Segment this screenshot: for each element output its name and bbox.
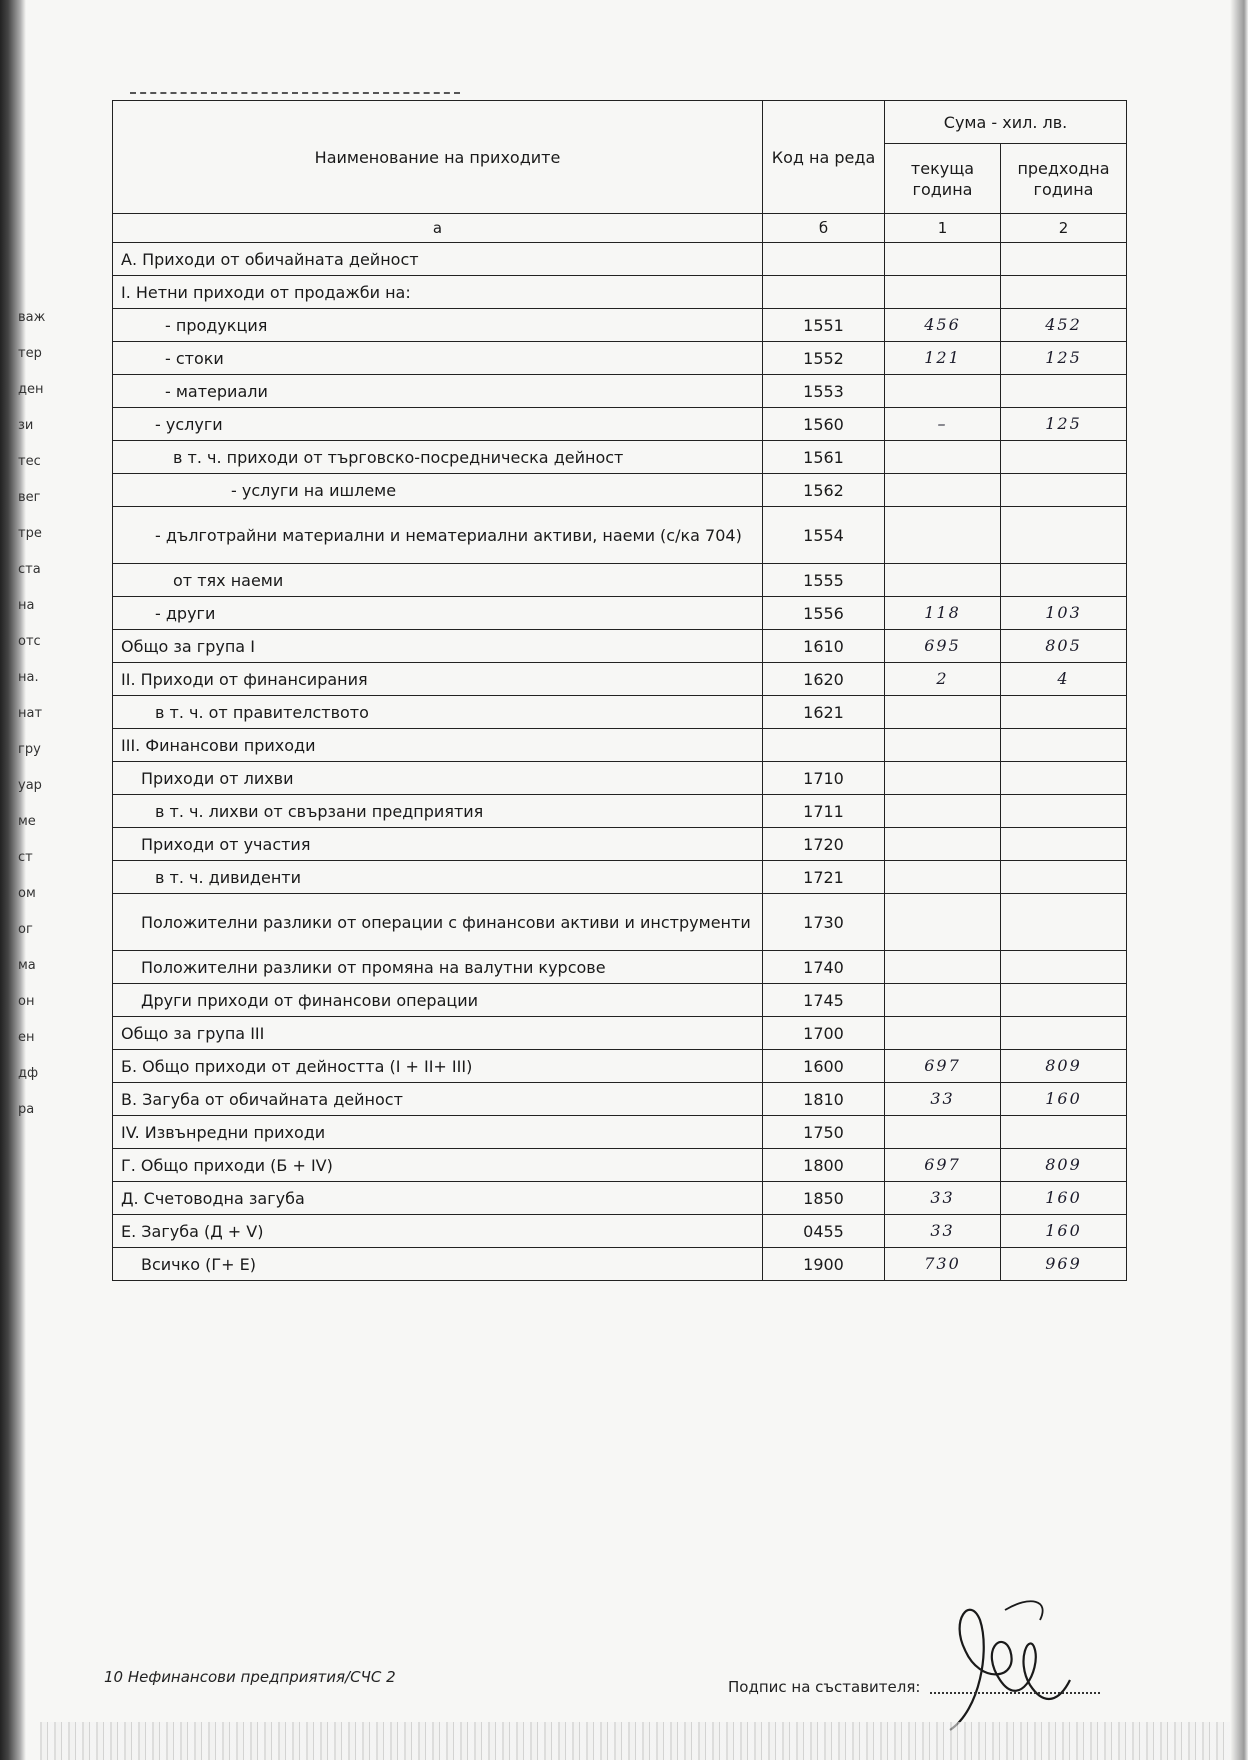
row-label: II. Приходи от финансирания bbox=[113, 663, 763, 696]
table-row bbox=[113, 828, 1127, 861]
header-current-year: текуща година bbox=[885, 144, 1001, 214]
row-prior bbox=[1001, 1116, 1127, 1149]
handwritten-signature bbox=[910, 1590, 1150, 1740]
row-current bbox=[885, 951, 1001, 984]
row-code: 1553 bbox=[763, 375, 885, 408]
row-current bbox=[885, 507, 1001, 564]
row-label: IV. Извънредни приходи bbox=[113, 1116, 763, 1149]
row-prior bbox=[1001, 861, 1127, 894]
table-row bbox=[113, 861, 1127, 894]
row-label: Положителни разлики от операции с финансови активи и инструменти bbox=[113, 894, 763, 951]
row-code: 1900 bbox=[763, 1248, 885, 1281]
table-row bbox=[113, 309, 1127, 342]
row-code: 1750 bbox=[763, 1116, 885, 1149]
row-current: 121 bbox=[885, 342, 1001, 375]
row-label: в т. ч. от правителството bbox=[113, 696, 763, 729]
row-prior bbox=[1001, 828, 1127, 861]
table-row bbox=[113, 1182, 1127, 1215]
row-prior bbox=[1001, 696, 1127, 729]
row-prior bbox=[1001, 984, 1127, 1017]
row-current bbox=[885, 984, 1001, 1017]
row-prior: 125 bbox=[1001, 342, 1127, 375]
table-row bbox=[113, 951, 1127, 984]
table-row bbox=[113, 1116, 1127, 1149]
table-row bbox=[113, 762, 1127, 795]
row-label: А. Приходи от обичайната дейност bbox=[113, 243, 763, 276]
row-code: 1850 bbox=[763, 1182, 885, 1215]
table-row bbox=[113, 795, 1127, 828]
row-current bbox=[885, 762, 1001, 795]
row-current bbox=[885, 1116, 1001, 1149]
row-code: 1800 bbox=[763, 1149, 885, 1182]
row-current bbox=[885, 894, 1001, 951]
row-current bbox=[885, 861, 1001, 894]
row-current bbox=[885, 441, 1001, 474]
row-prior bbox=[1001, 1017, 1127, 1050]
row-label: - продукция bbox=[113, 309, 763, 342]
page-footer-label: 10 Нефинансови предприятия/СЧС 2 bbox=[104, 1668, 396, 1686]
row-label: Д. Счетоводна загуба bbox=[113, 1182, 763, 1215]
column-letter-1: 1 bbox=[885, 214, 1001, 243]
row-prior bbox=[1001, 795, 1127, 828]
row-label: в т. ч. приходи от търговско-посредническа дейност bbox=[113, 441, 763, 474]
row-prior bbox=[1001, 729, 1127, 762]
row-code: 1621 bbox=[763, 696, 885, 729]
row-current: 33 bbox=[885, 1182, 1001, 1215]
row-current: 118 bbox=[885, 597, 1001, 630]
row-label: III. Финансови приходи bbox=[113, 729, 763, 762]
row-code: 1710 bbox=[763, 762, 885, 795]
row-current: 697 bbox=[885, 1050, 1001, 1083]
row-code: 1745 bbox=[763, 984, 885, 1017]
row-prior: 809 bbox=[1001, 1149, 1127, 1182]
table-row bbox=[113, 984, 1127, 1017]
table-row bbox=[113, 1215, 1127, 1248]
table-row bbox=[113, 375, 1127, 408]
row-current: – bbox=[885, 408, 1001, 441]
row-code bbox=[763, 276, 885, 309]
row-prior: 125 bbox=[1001, 408, 1127, 441]
top-dashed-line bbox=[130, 92, 460, 94]
table-row bbox=[113, 507, 1127, 564]
row-prior bbox=[1001, 894, 1127, 951]
row-prior bbox=[1001, 243, 1127, 276]
row-code: 1740 bbox=[763, 951, 885, 984]
row-prior: 160 bbox=[1001, 1215, 1127, 1248]
table-row bbox=[113, 1050, 1127, 1083]
row-label: от тях наеми bbox=[113, 564, 763, 597]
row-label: В. Загуба от обичайната дейност bbox=[113, 1083, 763, 1116]
row-current bbox=[885, 276, 1001, 309]
header-prior-year: предходна година bbox=[1001, 144, 1127, 214]
table-row bbox=[113, 1017, 1127, 1050]
row-code bbox=[763, 729, 885, 762]
table-row bbox=[113, 1149, 1127, 1182]
row-label: Общо за група III bbox=[113, 1017, 763, 1050]
row-label: Б. Общо приходи от дейността (I + II+ III) bbox=[113, 1050, 763, 1083]
row-current bbox=[885, 243, 1001, 276]
column-letter-b: б bbox=[763, 214, 885, 243]
row-current: 2 bbox=[885, 663, 1001, 696]
table-row bbox=[113, 276, 1127, 309]
table-row bbox=[113, 1248, 1127, 1281]
row-prior: 4 bbox=[1001, 663, 1127, 696]
header-code-column: Код на реда bbox=[763, 101, 885, 214]
header-name-column: Наименование на приходите bbox=[113, 101, 763, 214]
header-sum-group: Сума - хил. лв. bbox=[885, 101, 1127, 144]
row-prior: 969 bbox=[1001, 1248, 1127, 1281]
column-letter-a: а bbox=[113, 214, 763, 243]
row-label: Е. Загуба (Д + V) bbox=[113, 1215, 763, 1248]
row-label: Г. Общо приходи (Б + IV) bbox=[113, 1149, 763, 1182]
row-prior: 160 bbox=[1001, 1182, 1127, 1215]
signature-label: Подпис на съставителя: bbox=[728, 1678, 921, 1696]
row-code: 1711 bbox=[763, 795, 885, 828]
scan-right-edge bbox=[1230, 0, 1248, 1760]
row-prior bbox=[1001, 507, 1127, 564]
row-code: 1721 bbox=[763, 861, 885, 894]
row-code: 1562 bbox=[763, 474, 885, 507]
row-code: 1551 bbox=[763, 309, 885, 342]
table-row bbox=[113, 630, 1127, 663]
row-prior: 809 bbox=[1001, 1050, 1127, 1083]
row-current bbox=[885, 729, 1001, 762]
row-code: 1700 bbox=[763, 1017, 885, 1050]
row-prior: 452 bbox=[1001, 309, 1127, 342]
row-prior bbox=[1001, 474, 1127, 507]
row-current: 697 bbox=[885, 1149, 1001, 1182]
row-label: Приходи от участия bbox=[113, 828, 763, 861]
row-code: 1730 bbox=[763, 894, 885, 951]
table-row bbox=[113, 696, 1127, 729]
row-current: 456 bbox=[885, 309, 1001, 342]
row-label: Общо за група I bbox=[113, 630, 763, 663]
row-code: 1555 bbox=[763, 564, 885, 597]
row-current: 33 bbox=[885, 1083, 1001, 1116]
row-current bbox=[885, 1017, 1001, 1050]
row-prior: 103 bbox=[1001, 597, 1127, 630]
row-code: 1810 bbox=[763, 1083, 885, 1116]
row-prior bbox=[1001, 564, 1127, 597]
row-code: 1561 bbox=[763, 441, 885, 474]
row-label: Други приходи от финансови операции bbox=[113, 984, 763, 1017]
row-current: 695 bbox=[885, 630, 1001, 663]
row-current bbox=[885, 375, 1001, 408]
row-current bbox=[885, 828, 1001, 861]
row-label: Положителни разлики от промяна на валутни курсове bbox=[113, 951, 763, 984]
row-label: - материали bbox=[113, 375, 763, 408]
row-prior: 160 bbox=[1001, 1083, 1127, 1116]
table-row bbox=[113, 564, 1127, 597]
row-current: 730 bbox=[885, 1248, 1001, 1281]
table-row bbox=[113, 1083, 1127, 1116]
row-label: Всичко (Г+ Е) bbox=[113, 1248, 763, 1281]
row-prior bbox=[1001, 951, 1127, 984]
row-prior: 805 bbox=[1001, 630, 1127, 663]
row-current bbox=[885, 696, 1001, 729]
row-label: в т. ч. дивиденти bbox=[113, 861, 763, 894]
row-current: 33 bbox=[885, 1215, 1001, 1248]
row-code: 0455 bbox=[763, 1215, 885, 1248]
table-row bbox=[113, 474, 1127, 507]
row-code: 1720 bbox=[763, 828, 885, 861]
row-label: в т. ч. лихви от свързани предприятия bbox=[113, 795, 763, 828]
row-label: I. Нетни приходи от продажби на: bbox=[113, 276, 763, 309]
row-code: 1610 bbox=[763, 630, 885, 663]
row-current bbox=[885, 564, 1001, 597]
row-code: 1600 bbox=[763, 1050, 885, 1083]
cut-off-adjacent-page-text: важ тер ден зи тес вег тре ста на отс на. нат гру уар ме ст ом ог ма он ен дф ра bbox=[18, 310, 46, 1117]
row-code: 1552 bbox=[763, 342, 885, 375]
row-label: - стоки bbox=[113, 342, 763, 375]
table-row bbox=[113, 408, 1127, 441]
row-code bbox=[763, 243, 885, 276]
row-current bbox=[885, 474, 1001, 507]
row-prior bbox=[1001, 276, 1127, 309]
column-letter-2: 2 bbox=[1001, 214, 1127, 243]
table-row bbox=[113, 894, 1127, 951]
table-row bbox=[113, 663, 1127, 696]
table-row bbox=[113, 243, 1127, 276]
row-label: - дълготрайни материални и нематериални активи, наеми (с/ка 704) bbox=[113, 507, 763, 564]
row-code: 1556 bbox=[763, 597, 885, 630]
row-current bbox=[885, 795, 1001, 828]
signature-dotted-line bbox=[930, 1692, 1100, 1694]
table-row bbox=[113, 441, 1127, 474]
row-label: Приходи от лихви bbox=[113, 762, 763, 795]
row-label: - други bbox=[113, 597, 763, 630]
row-label: - услуги на ишлеме bbox=[113, 474, 763, 507]
row-code: 1554 bbox=[763, 507, 885, 564]
table-row bbox=[113, 597, 1127, 630]
income-statement-table bbox=[112, 100, 1127, 1281]
table-row bbox=[113, 729, 1127, 762]
row-prior bbox=[1001, 762, 1127, 795]
row-code: 1620 bbox=[763, 663, 885, 696]
scan-noise-bottom bbox=[40, 1722, 1230, 1760]
row-label: - услуги bbox=[113, 408, 763, 441]
row-prior bbox=[1001, 375, 1127, 408]
row-code: 1560 bbox=[763, 408, 885, 441]
row-prior bbox=[1001, 441, 1127, 474]
table-row bbox=[113, 342, 1127, 375]
